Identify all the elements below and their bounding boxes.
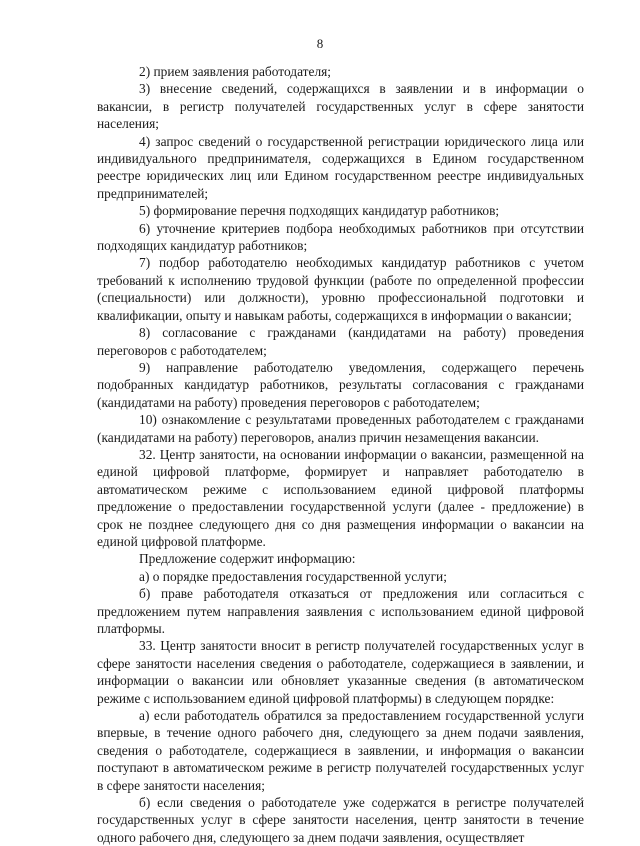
paragraph-item-2: 2) прием заявления работодателя;: [139, 64, 332, 79]
paragraph-clause-33-a: а) если работодатель обратился за предоставлением государственной услуги впервые, в течение одного рабочего дня, следующего за днем подачи заявления, сведения о работодателе, содержащиеся в заявлении, и информация о вакансии поступают в автоматическом режиме в регистр получателей государственных услуг в сфере занятости населения;: [97, 708, 584, 793]
paragraph-offer-b: б) праве работодателя отказаться от предложения или согласиться с предложением путем направления заявления с использованием единой цифровой платформы.: [97, 586, 584, 636]
paragraph-offer-intro: Предложение содержит информацию:: [139, 551, 356, 567]
paragraph-item-8: 8) согласование с гражданами (кандидатами на работу) проведения переговоров с работодателем;: [97, 325, 584, 358]
paragraph-item-3: 3) внесение сведений, содержащихся в заявлении и в информации о вакансии, в регистр получателей государственных услуг в сфере занятости населения;: [97, 81, 584, 132]
paragraph-clause-32: 32. Центр занятости, на основании информации о вакансии, размещенной на единой цифровой платформе, формирует и направляет работодателю в автоматическом режиме с использованием единой цифровой платформы предложение о предоставлении государственной услуги (далее - предложение) в срок не позднее следующего дня со дня размещения информации о вакансии на единой цифровой платформе.: [97, 446, 584, 549]
paragraph-item-9: 9) направление работодателю уведомления, содержащего перечень подобранных кандидатур работников, результаты согласования с гражданами (кандидатами на работу) проведения переговоров с работодателем;: [97, 359, 584, 410]
paragraph-clause-33: 33. Центр занятости вносит в регистр получателей государственных услуг в сфере занятости населения сведения о работодателе, содержащиеся в заявлении, и информации о вакансии или обновляет указанные сведения (в автоматическом режиме с использованием единой цифровой платформы) в следующем порядке:: [97, 638, 584, 706]
paragraph-item-4: 4) запрос сведений о государственной регистрации юридического лица или индивидуального предпринимателя, содержащихся в Едином государственном реестре юридических лиц или Едином государственном реестре индивидуальных предпринимателей;: [97, 133, 584, 201]
paragraph-offer-a: а) о порядке предоставления государственной услуги;: [139, 568, 447, 584]
paragraph-item-7: 7) подбор работодателю необходимых кандидатур работников с учетом требований к исполнению трудовой функции (работе по определенной профессии (специальности) или должности), уровню профессиональной подготовки и квалификации, опыту и навыкам работы, содержащихся в информации о вакансии;: [97, 255, 584, 323]
document-body: [97, 63, 584, 846]
paragraph-item-6: 6) уточнение критериев подбора необходимых работников при отсутствии подходящих кандидатур работников;: [97, 220, 584, 254]
paragraph-item-10: 10) ознакомление с результатами проведенных работодателем с гражданами (кандидатами на работу) переговоров, анализ причин незамещения вакансии.: [97, 412, 584, 445]
page-number: 8: [316, 36, 324, 51]
paragraph-clause-33-b: б) если сведения о работодателе уже содержатся в регистре получателей государственных услуг в сфере занятости населения, центр занятости в течение одного рабочего дня, следующего за днем подачи заявления, осуществляет: [97, 795, 584, 845]
paragraph-item-5: 5) формирование перечня подходящих кандидатур работников;: [139, 203, 500, 219]
